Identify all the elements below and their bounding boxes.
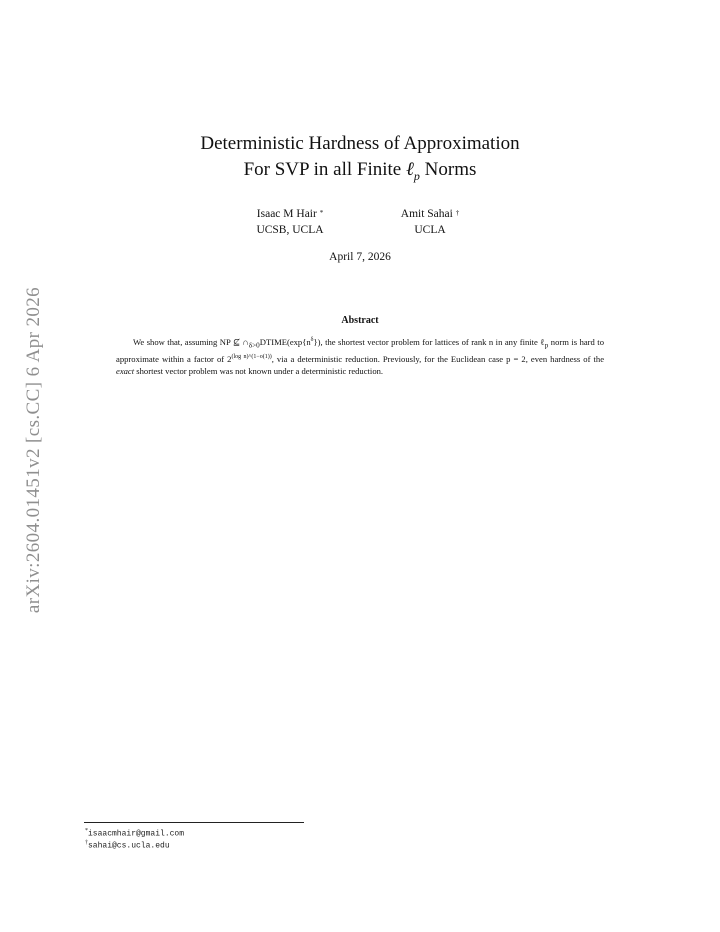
footnote-email-2	[85, 838, 170, 852]
abstract-subscript: δ>0	[248, 341, 260, 350]
abstract-emphasis: exact	[116, 365, 135, 376]
author-name: Amit Sahai	[400, 208, 453, 220]
arxiv-identifier-stamp: arXiv:2604.01451v2 [cs.CC] 6 Apr 2026	[23, 286, 44, 614]
author-footnote-mark: †	[455, 209, 460, 217]
author-block-2	[380, 206, 480, 238]
abstract-text: shortest vector problem was not known under a deterministic reduction.	[134, 365, 384, 376]
author-affiliation: UCSB, UCLA	[256, 224, 324, 236]
footnote-email[interactable]: isaacmhair@gmail.com	[88, 829, 185, 839]
abstract-text: , via a deterministic reduction. Previously, for the Euclidean case p = 2, even hardness of the	[271, 354, 605, 365]
title-line-2-prefix: For SVP in all Finite	[243, 159, 406, 180]
abstract-superscript: δ	[310, 337, 314, 343]
author-block-1	[240, 206, 340, 238]
author-name-line	[380, 206, 480, 222]
abstract-body	[116, 335, 604, 377]
abstract-text: We show that, assuming NP ⊈ ∩	[133, 336, 249, 347]
footnote-mark: †	[85, 840, 88, 846]
abstract-text: norm is hard to approximate within a factor of 2	[116, 336, 604, 365]
footnote-divider	[84, 822, 304, 823]
author-name: Isaac M Hair	[256, 208, 317, 220]
abstract-text: DTIME(exp{n	[259, 336, 311, 347]
abstract-heading: Abstract	[341, 315, 379, 326]
paper-date: April 7, 2026	[329, 251, 391, 263]
footnote-email[interactable]: sahai@cs.ucla.edu	[88, 841, 170, 851]
author-footnote-mark: *	[319, 209, 324, 217]
paper-title-line-1: Deterministic Hardness of Approximation	[200, 133, 520, 154]
author-affiliation: UCLA	[414, 224, 446, 236]
footnote-mark: *	[85, 828, 88, 834]
title-line-2-suffix: Norms	[419, 159, 477, 180]
author-name-line	[240, 206, 340, 222]
ell-subscript: p	[413, 168, 420, 183]
ell-p-symbol	[406, 159, 420, 183]
abstract-text: }), the shortest vector problem for lattices of rank n in any finite ℓ	[313, 336, 545, 347]
abstract-superscript: (log n)^(1−o(1))	[231, 354, 272, 361]
abstract-subscript: p	[544, 341, 549, 350]
paper-title-line-2	[110, 157, 610, 189]
ell-symbol: ℓ	[406, 159, 414, 180]
